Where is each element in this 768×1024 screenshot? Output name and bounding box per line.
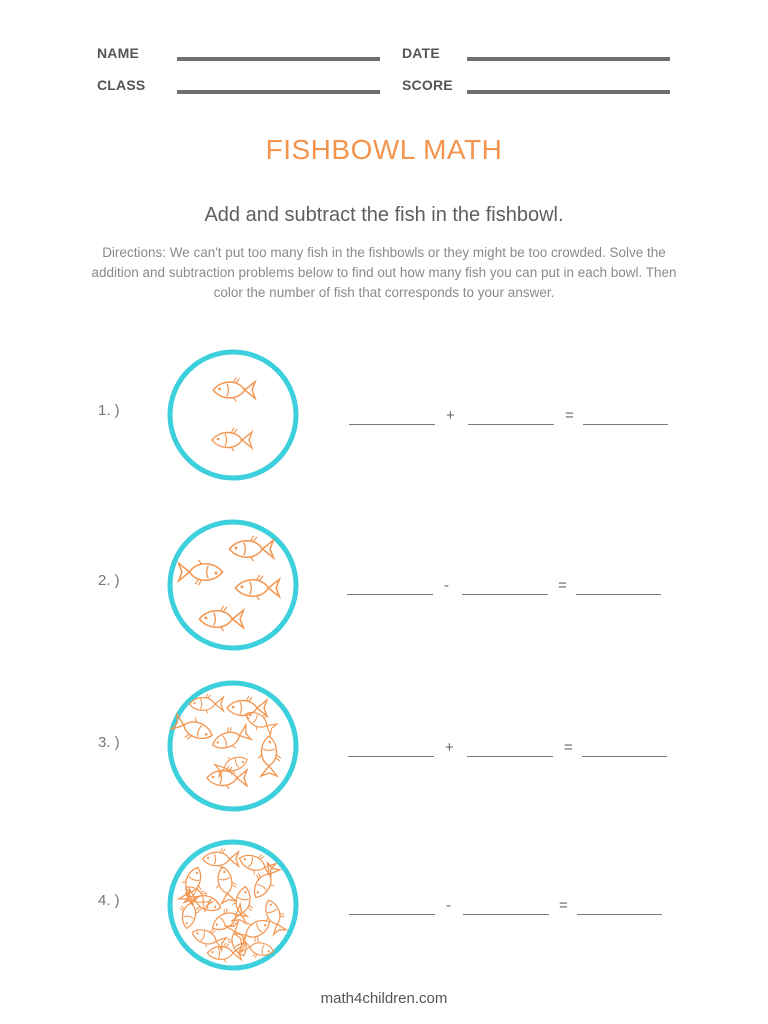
answer-blank[interactable] [577,914,662,915]
name-label: NAME [97,45,140,61]
fish-icon [203,848,239,869]
problem-number: 1. ) [98,402,120,419]
fish-icon [229,885,256,924]
directions-text: Directions: We can't put too many fish in the fishbowls or they might be too crowded. Solve the addition and subtraction problems below to find out how many fish you can put in each bowl. Then color the number of fish that corresponds to your answer. [91,245,677,300]
subtitle: Add and subtract the fish in the fishbowl. [204,204,564,226]
answer-blank[interactable] [349,424,435,425]
answer-blank[interactable] [348,756,434,757]
fish-icon [170,711,215,746]
problem-number: 2. ) [98,572,120,589]
score-field-line[interactable] [467,90,670,94]
answer-blank[interactable] [583,424,668,425]
fish-icon [229,536,273,561]
operator: + [445,739,454,756]
date-field-line[interactable] [467,57,670,61]
fish-icon [199,606,243,631]
footer-site: math4children.com [320,990,448,1007]
problem-3 [0,675,768,815]
problem-2 [0,515,768,655]
answer-blank[interactable] [349,914,435,915]
class-field-line[interactable] [177,90,380,94]
fishbowl-icon [165,347,301,483]
problem-number: 4. ) [98,892,120,909]
date-label: DATE [402,45,440,61]
fish-icon [212,428,252,451]
answer-blank[interactable] [576,594,661,595]
fish-icon [213,377,255,401]
fishbowl-icon [165,517,301,653]
equals-sign: = [564,739,573,756]
problem-1 [0,345,768,485]
page-title: FISHBOWL MATH [265,134,503,165]
answer-blank[interactable] [468,424,554,425]
fish-icon [179,560,223,585]
answer-blank[interactable] [347,594,433,595]
answer-blank[interactable] [467,756,553,757]
operator: + [446,407,455,424]
fish-icon [260,897,290,936]
answer-blank[interactable] [462,594,548,595]
fish-icon [207,901,249,937]
fish-icon [235,575,279,600]
score-label: SCORE [402,77,453,93]
fish-icon [189,923,228,953]
equals-sign: = [558,577,567,594]
fishbowl-icon [165,837,301,973]
fish-icon [258,736,281,776]
fish-icon [213,865,240,904]
operator: - [444,577,449,594]
equals-sign: = [565,407,574,424]
answer-blank[interactable] [582,756,667,757]
fish-icon [209,721,252,755]
name-field-line[interactable] [177,57,380,61]
problem-4 [0,835,768,975]
class-label: CLASS [97,77,146,93]
fishbowl-icon [165,678,301,814]
answer-blank[interactable] [463,914,549,915]
problem-number: 3. ) [98,734,120,751]
operator: - [446,897,451,914]
fish-icon [222,921,252,960]
equals-sign: = [559,897,568,914]
